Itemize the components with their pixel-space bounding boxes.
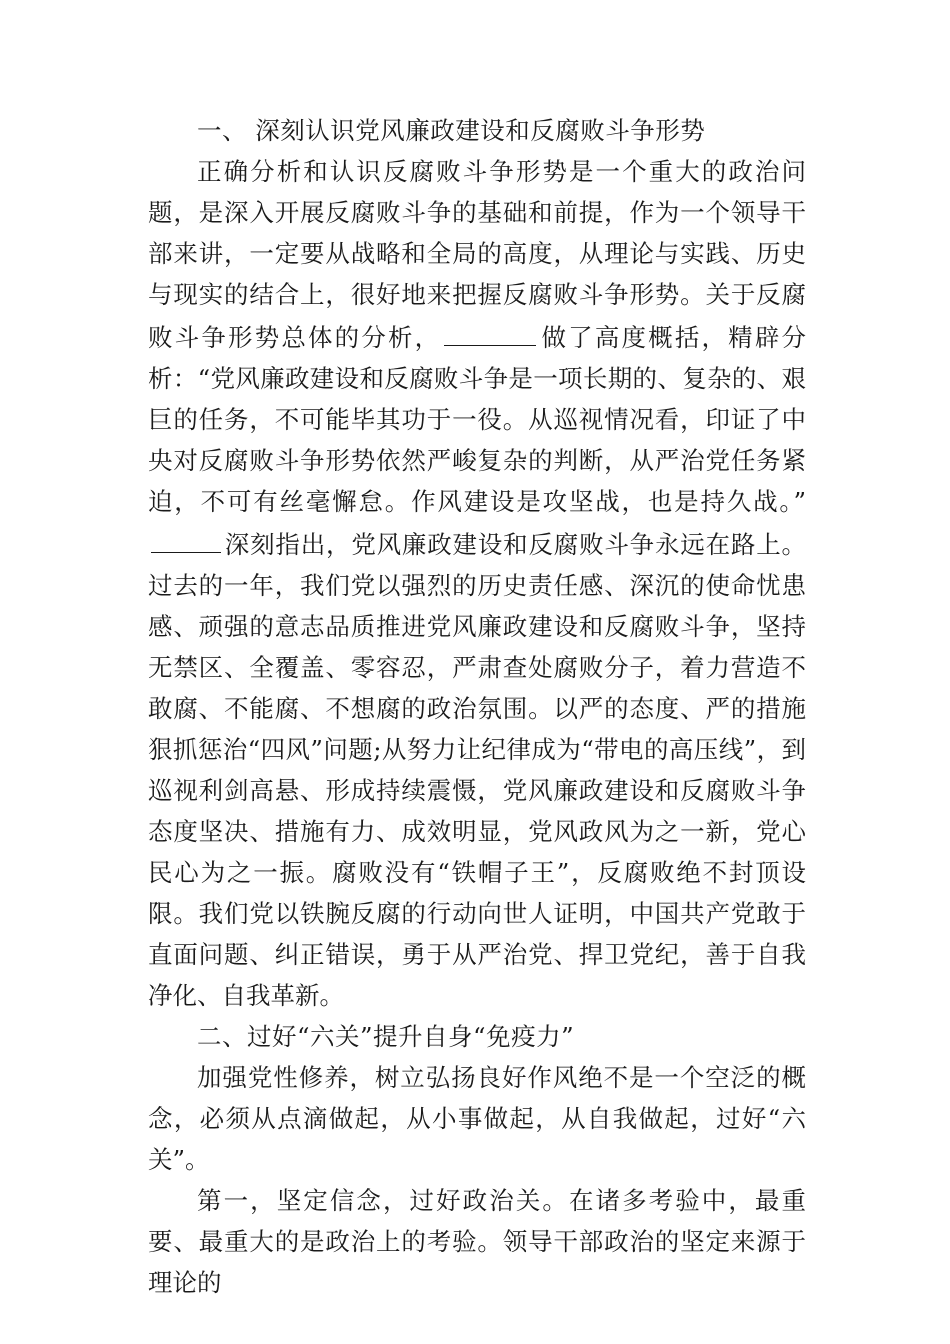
section-2-paragraph-2: 第一，坚定信念，过好政治关。在诸多考验中，最重要、最重大的是政治上的考验。领导干部政治的坚定来源于理论的 xyxy=(148,1186,806,1297)
section-1-paragraph xyxy=(148,151,806,1016)
paragraph-text-part-2: 做了高度概括，精辟分析：“党风廉政建设和反腐败斗争是一项长期的、复杂的、艰巨的任务，不可能毕其功于一役。从巡视情况看，印证了中央对反腐败斗争形势依然严峻复杂的判断，从严治党任务紧迫，不可有丝毫懈怠。作风建设是攻坚战，也是持久战。” xyxy=(148,323,807,516)
section-2-heading: 二、过好“六关”提升自身“免疫力” xyxy=(197,1022,575,1051)
fill-in-blank-line xyxy=(444,315,536,346)
paragraph-text-part-3: 深刻指出，党风廉政建设和反腐败斗争永远在路上。 过去的一年，我们党以强烈的历史责任感、深沉的使命忧患感、顽强的意志品质推进党风廉政建设和反腐败斗争，坚持无禁区、全覆盖、零容忍，严肃查处腐败分子，着力营造不敢腐、不能腐、不想腐的政治氛围。以严的态度、严的措施狠抓惩治“四风”问题;从努力让纪律成为“带电的高压线”，到巡视利剑高悬、形成持续震慑，党风廉政建设和反腐败斗争态度坚决、措施有力、成效明显，党风政风为之一新，党心民心为之一振。腐败没有“铁帽子王”，反腐败绝不封顶设限。我们党以铁腕反腐的行动向世人证明，中国共产党敢于直面问题、纠正错误，勇于从严治党、捍卫党纪，善于自我净化、自我革新。 xyxy=(148,530,806,1010)
fill-in-blank-line xyxy=(151,522,221,553)
section-1-heading: 一、 深刻认识党风廉政建设和反腐败斗争形势 xyxy=(197,116,706,145)
document-body xyxy=(148,110,806,1303)
paragraph-text-part-1: 正确分析和认识反腐败斗争形势是一个重大的政治问题，是深入开展反腐败斗争的基础和前提，作为一个领导干部来讲，一定要从战略和全局的高度，从理论与实践、历史与现实的结合上，很好地来把握反腐败斗争形势。关于反腐败斗争形势总体的分析， xyxy=(148,157,806,352)
section-2-paragraph-1: 加强党性修养，树立弘扬良好作风绝不是一个空泛的概念，必须从点滴做起，从小事做起，从自我做起，过好“六关”。 xyxy=(148,1063,806,1174)
